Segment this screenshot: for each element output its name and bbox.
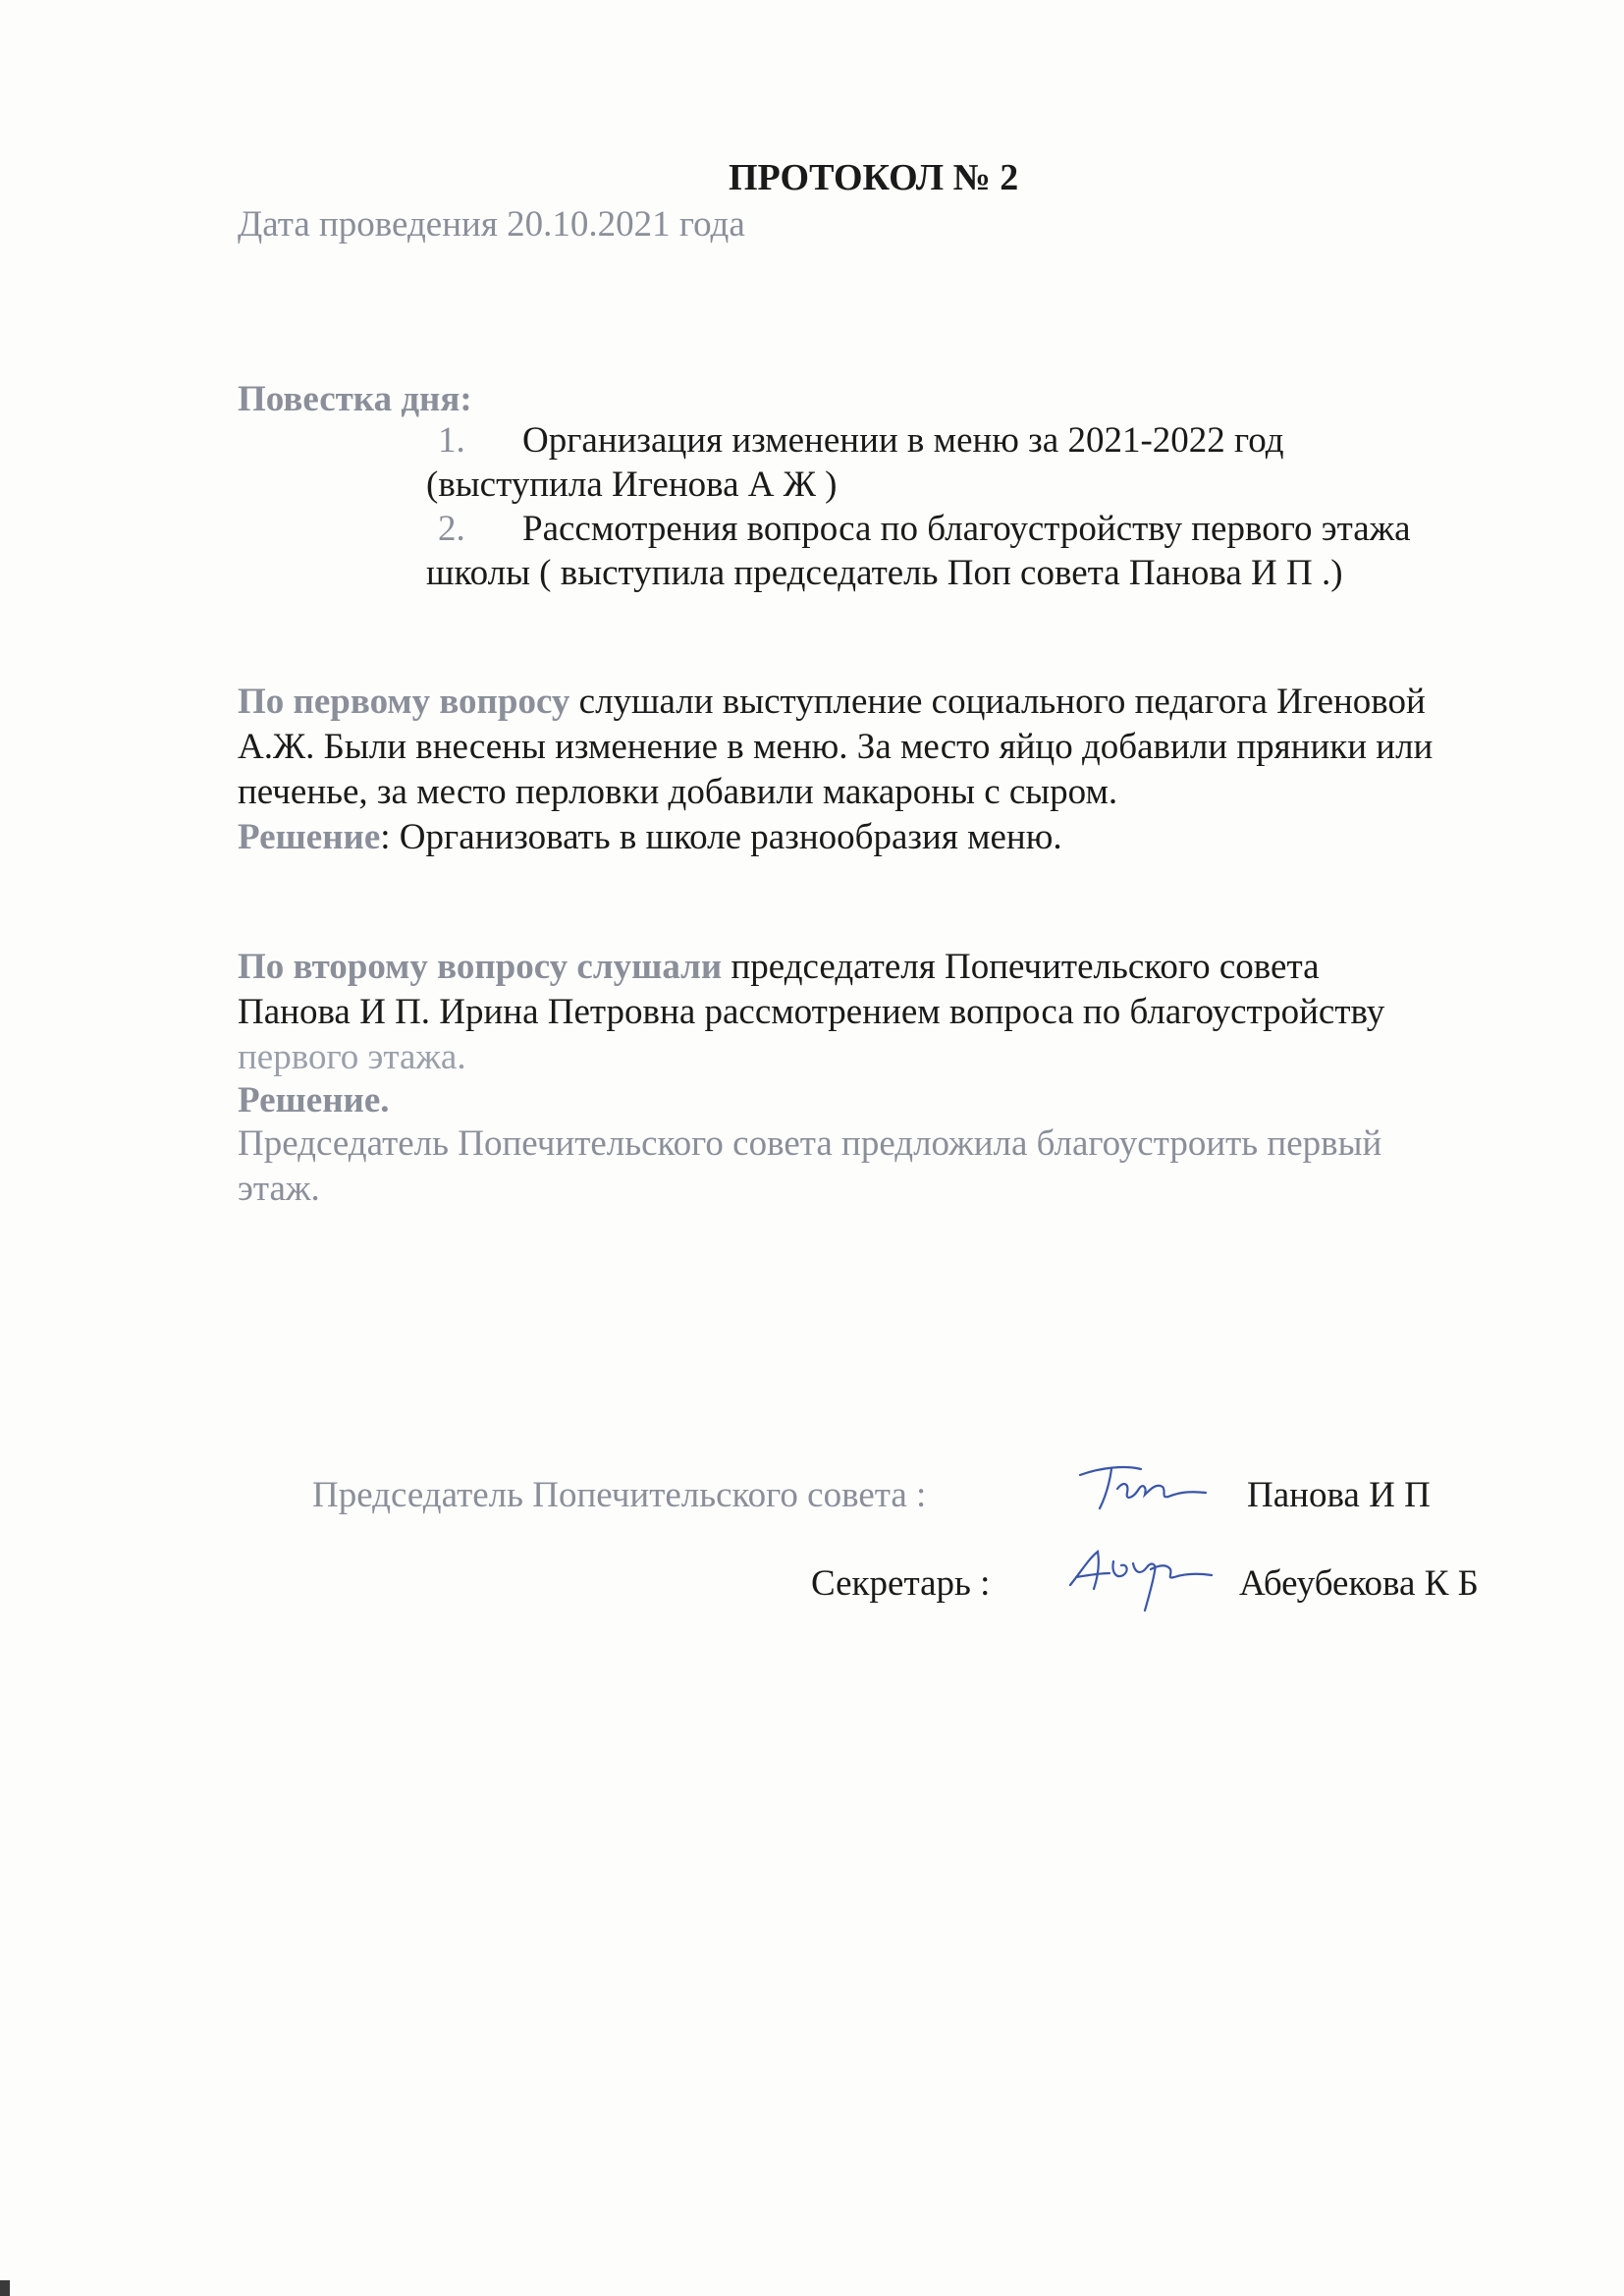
q1-decision <box>238 815 1062 860</box>
signature-role-secretary: Секретарь : <box>811 1563 991 1604</box>
q1-line3 <box>238 770 1117 815</box>
scan-edge-mark <box>0 2280 10 2296</box>
agenda-item-2-line2: школы ( выступила председатель Поп совета Панова И П .) <box>426 553 1343 593</box>
signature-name-chairman: Панова И П <box>1247 1475 1431 1515</box>
agenda-heading: Повестка дня: <box>238 379 472 419</box>
q1-decision-text: : Организовать в школе разнообразия меню. <box>380 817 1062 857</box>
date-line: Дата проведения 20.10.2021 года <box>238 204 745 245</box>
q2-line2 <box>238 990 1384 1035</box>
q2-decision-label: Решение. <box>238 1080 390 1121</box>
agenda-item-1-line2: (выступила Игенова А Ж ) <box>426 465 838 505</box>
agenda-item-number: 2. <box>438 509 465 549</box>
signature-role-chairman: Председатель Попечительского совета : <box>312 1475 927 1515</box>
q2-line2-text: Панова И П. Ирина Петровна рассмотрением вопроса по благоустройству <box>238 992 1385 1032</box>
document-title: ПРОТОКОЛ № 2 <box>729 157 1019 198</box>
q2-decision-line1: Председатель Попечительского совета предложила благоустроить первый <box>238 1123 1382 1164</box>
q2-line1 <box>238 945 1320 990</box>
q1-line3-text: печенье, за место перловки добавили макароны с сыром. <box>238 772 1118 812</box>
signature-name-secretary: Абеубекова К Б <box>1239 1563 1479 1604</box>
agenda-item-text: Организация изменении в меню за 2021-2022 год <box>522 420 1284 461</box>
agenda-item-number: 1. <box>438 420 465 461</box>
q2-lead: По второму вопросу слушали <box>238 947 723 987</box>
q1-decision-label: Решение <box>238 817 381 857</box>
q1-line1-text: слушали выступление социального педагога Игеновой <box>569 682 1426 722</box>
agenda-item-1-line1 <box>438 418 1284 464</box>
q1-line2 <box>238 725 1433 770</box>
q1-line2-text: А.Ж. Были внесены изменение в меню. За место яйцо добавили пряники или <box>238 727 1434 767</box>
q2-decision-line2: этаж. <box>238 1169 320 1209</box>
chairman-signature-icon <box>1072 1453 1219 1522</box>
agenda-item-text: Рассмотрения вопроса по благоустройству первого этажа <box>522 509 1411 549</box>
secretary-signature-icon <box>1064 1534 1221 1616</box>
q1-lead: По первому вопросу <box>238 682 570 722</box>
q1-line1 <box>238 680 1426 725</box>
q2-line3: первого этажа. <box>238 1037 466 1077</box>
q2-line1-text: председателя Попечительского совета <box>722 947 1320 987</box>
agenda-item-2-line1 <box>438 507 1411 552</box>
